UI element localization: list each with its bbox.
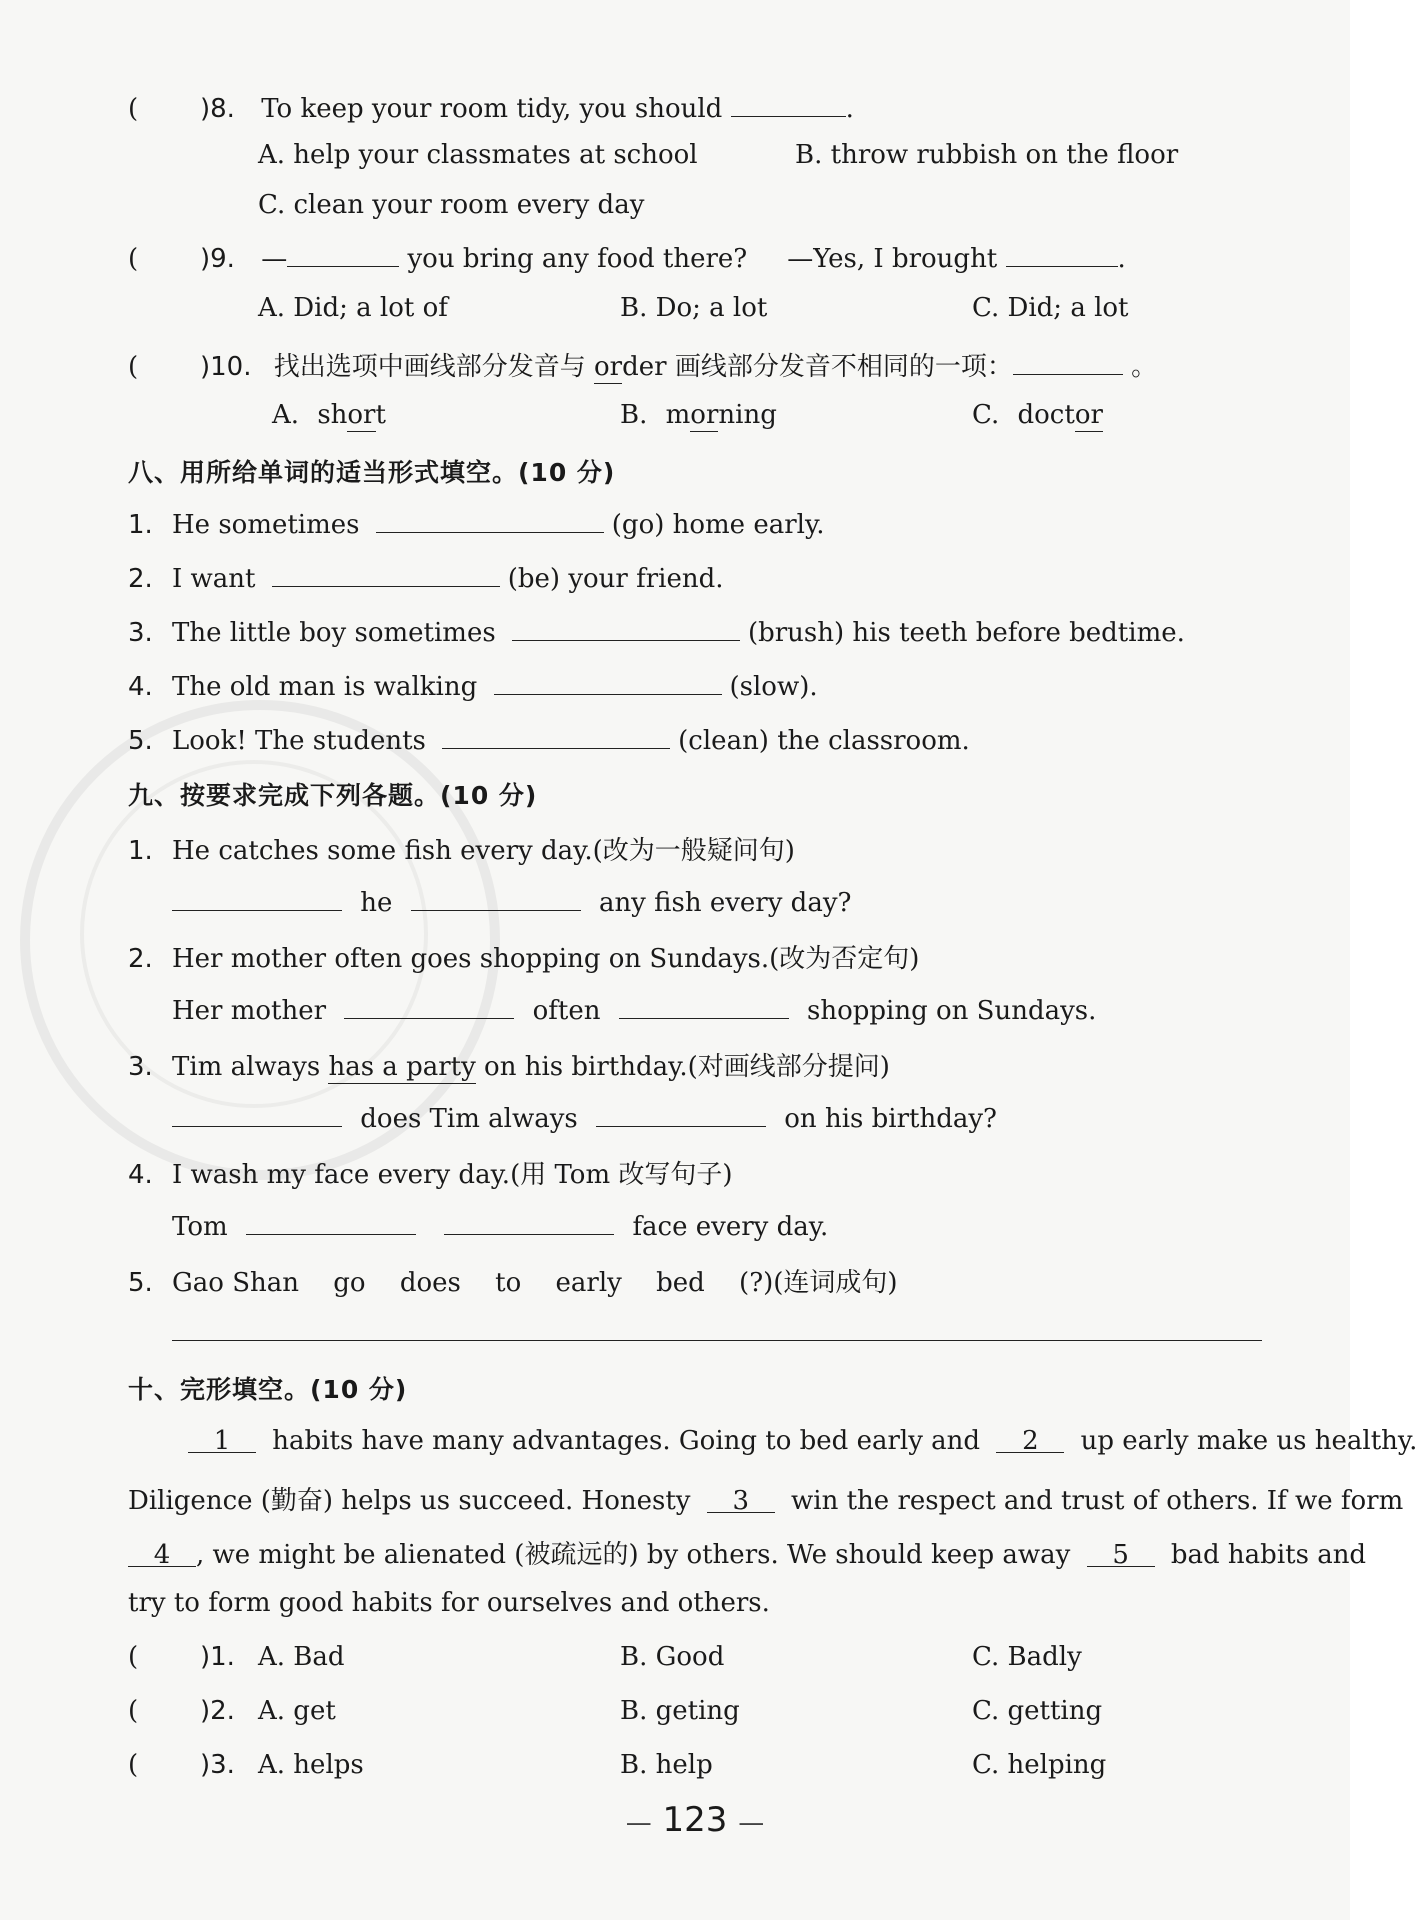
- answer-blank[interactable]: [442, 722, 670, 749]
- transform-a3: does Tim always on his birthday?: [172, 1100, 997, 1134]
- option-b: B. Do; a lot: [620, 293, 768, 323]
- option-c: C. doctor: [972, 400, 1103, 430]
- answer-blank[interactable]: [246, 1208, 416, 1235]
- option-a: A. get: [258, 1696, 336, 1726]
- answer-blank[interactable]: [272, 560, 500, 587]
- option-c: C. helping: [972, 1750, 1107, 1780]
- fill-item-1: 1. He sometimes (go) home early.: [128, 506, 824, 540]
- answer-paren[interactable]: (: [128, 94, 139, 124]
- fill-item-3: 3. The little boy sometimes (brush) his teeth before bedtime.: [128, 614, 1185, 648]
- section-9-heading: 九、按要求完成下列各题。(10 分): [128, 781, 538, 810]
- option-a: A. Did; a lot of: [258, 293, 448, 323]
- option-b: B. geting: [620, 1696, 740, 1726]
- answer-paren[interactable]: (: [128, 1642, 139, 1672]
- answer-blank[interactable]: [731, 90, 846, 117]
- cloze-line-4: try to form good habits for ourselves and others.: [128, 1588, 770, 1618]
- answer-blank[interactable]: [344, 992, 514, 1019]
- cloze-question-3: ( )3.: [128, 1750, 235, 1780]
- answer-blank[interactable]: [596, 1100, 766, 1127]
- cloze-line-3: 4 , we might be alienated (被疏远的) by others. We should keep away 5 bad habits and: [128, 1534, 1366, 1571]
- option-a: A. short: [272, 400, 386, 430]
- cloze-blank-4[interactable]: 4: [128, 1540, 196, 1567]
- answer-blank[interactable]: [1006, 240, 1118, 267]
- cloze-blank-1[interactable]: 1: [188, 1426, 256, 1453]
- answer-blank[interactable]: [444, 1208, 614, 1235]
- fill-item-4: 4. The old man is walking (slow).: [128, 668, 818, 702]
- mc-question-10: ( )10. 找出选项中画线部分发音与 order 画线部分发音不相同的一项： 。: [128, 346, 1157, 383]
- transform-a2: Her mother often shopping on Sundays.: [172, 992, 1096, 1026]
- option-b: B. Good: [620, 1642, 725, 1672]
- cloze-blank-2[interactable]: 2: [996, 1426, 1064, 1453]
- answer-blank[interactable]: [376, 506, 604, 533]
- answer-blank[interactable]: [1013, 348, 1123, 375]
- cloze-question-2: ( )2.: [128, 1696, 235, 1726]
- transform-q3: 3. Tim always has a party on his birthday.(对画线部分提问): [128, 1052, 890, 1082]
- transform-a1: he any fish every day?: [172, 884, 851, 918]
- option-c: C. clean your room every day: [258, 190, 645, 220]
- answer-paren[interactable]: (: [128, 352, 139, 382]
- mc-question-9: ( )9. — you bring any food there? —Yes, I brought .: [128, 240, 1126, 274]
- option-b: B. help: [620, 1750, 713, 1780]
- answer-blank[interactable]: [287, 240, 399, 267]
- answer-paren[interactable]: (: [128, 244, 139, 274]
- answer-blank[interactable]: [512, 614, 740, 641]
- section-10-heading: 十、完形填空。(10 分): [128, 1375, 408, 1404]
- page-number: — 123 —: [625, 1800, 765, 1840]
- cloze-blank-3[interactable]: 3: [707, 1486, 775, 1513]
- option-c: C. getting: [972, 1696, 1103, 1726]
- fill-item-2: 2. I want (be) your friend.: [128, 560, 724, 594]
- option-a: A. helps: [258, 1750, 364, 1780]
- cloze-question-1: ( )1.: [128, 1642, 235, 1672]
- option-c: C. Did; a lot: [972, 293, 1129, 323]
- fill-item-5: 5. Look! The students (clean) the classroom.: [128, 722, 970, 756]
- answer-blank[interactable]: [172, 1100, 342, 1127]
- transform-q1: 1. He catches some fish every day.(改为一般疑问句): [128, 836, 795, 866]
- option-b: B. throw rubbish on the floor: [795, 140, 1179, 170]
- cloze-blank-5[interactable]: 5: [1087, 1540, 1155, 1567]
- transform-q5: 5. Gao Shan go does to early bed (?)(连词成句): [128, 1268, 898, 1298]
- answer-blank[interactable]: [172, 884, 342, 911]
- answer-blank[interactable]: [619, 992, 789, 1019]
- option-c: C. Badly: [972, 1642, 1082, 1672]
- cloze-line-2: Diligence (勤奋) helps us succeed. Honesty 3 win the respect and trust of others. If we form: [128, 1486, 1404, 1516]
- mc-question-8: ( )8. To keep your room tidy, you should .: [128, 90, 854, 124]
- answer-paren[interactable]: (: [128, 1696, 139, 1726]
- cloze-line-1: 1 habits have many advantages. Going to bed early and 2 up early make us healthy.: [188, 1426, 1417, 1456]
- transform-q4: 4. I wash my face every day.(用 Tom 改写句子): [128, 1160, 733, 1190]
- transform-q2: 2. Her mother often goes shopping on Sundays.(改为否定句): [128, 944, 920, 974]
- option-b: B. morning: [620, 400, 777, 430]
- option-a: A. Bad: [258, 1642, 345, 1672]
- answer-blank[interactable]: [494, 668, 722, 695]
- answer-blank[interactable]: [411, 884, 581, 911]
- answer-line[interactable]: [172, 1340, 1262, 1341]
- answer-paren[interactable]: (: [128, 1750, 139, 1780]
- transform-a4: Tom face every day.: [172, 1208, 828, 1242]
- section-8-heading: 八、用所给单词的适当形式填空。(10 分): [128, 458, 616, 487]
- option-a: A. help your classmates at school: [258, 140, 698, 170]
